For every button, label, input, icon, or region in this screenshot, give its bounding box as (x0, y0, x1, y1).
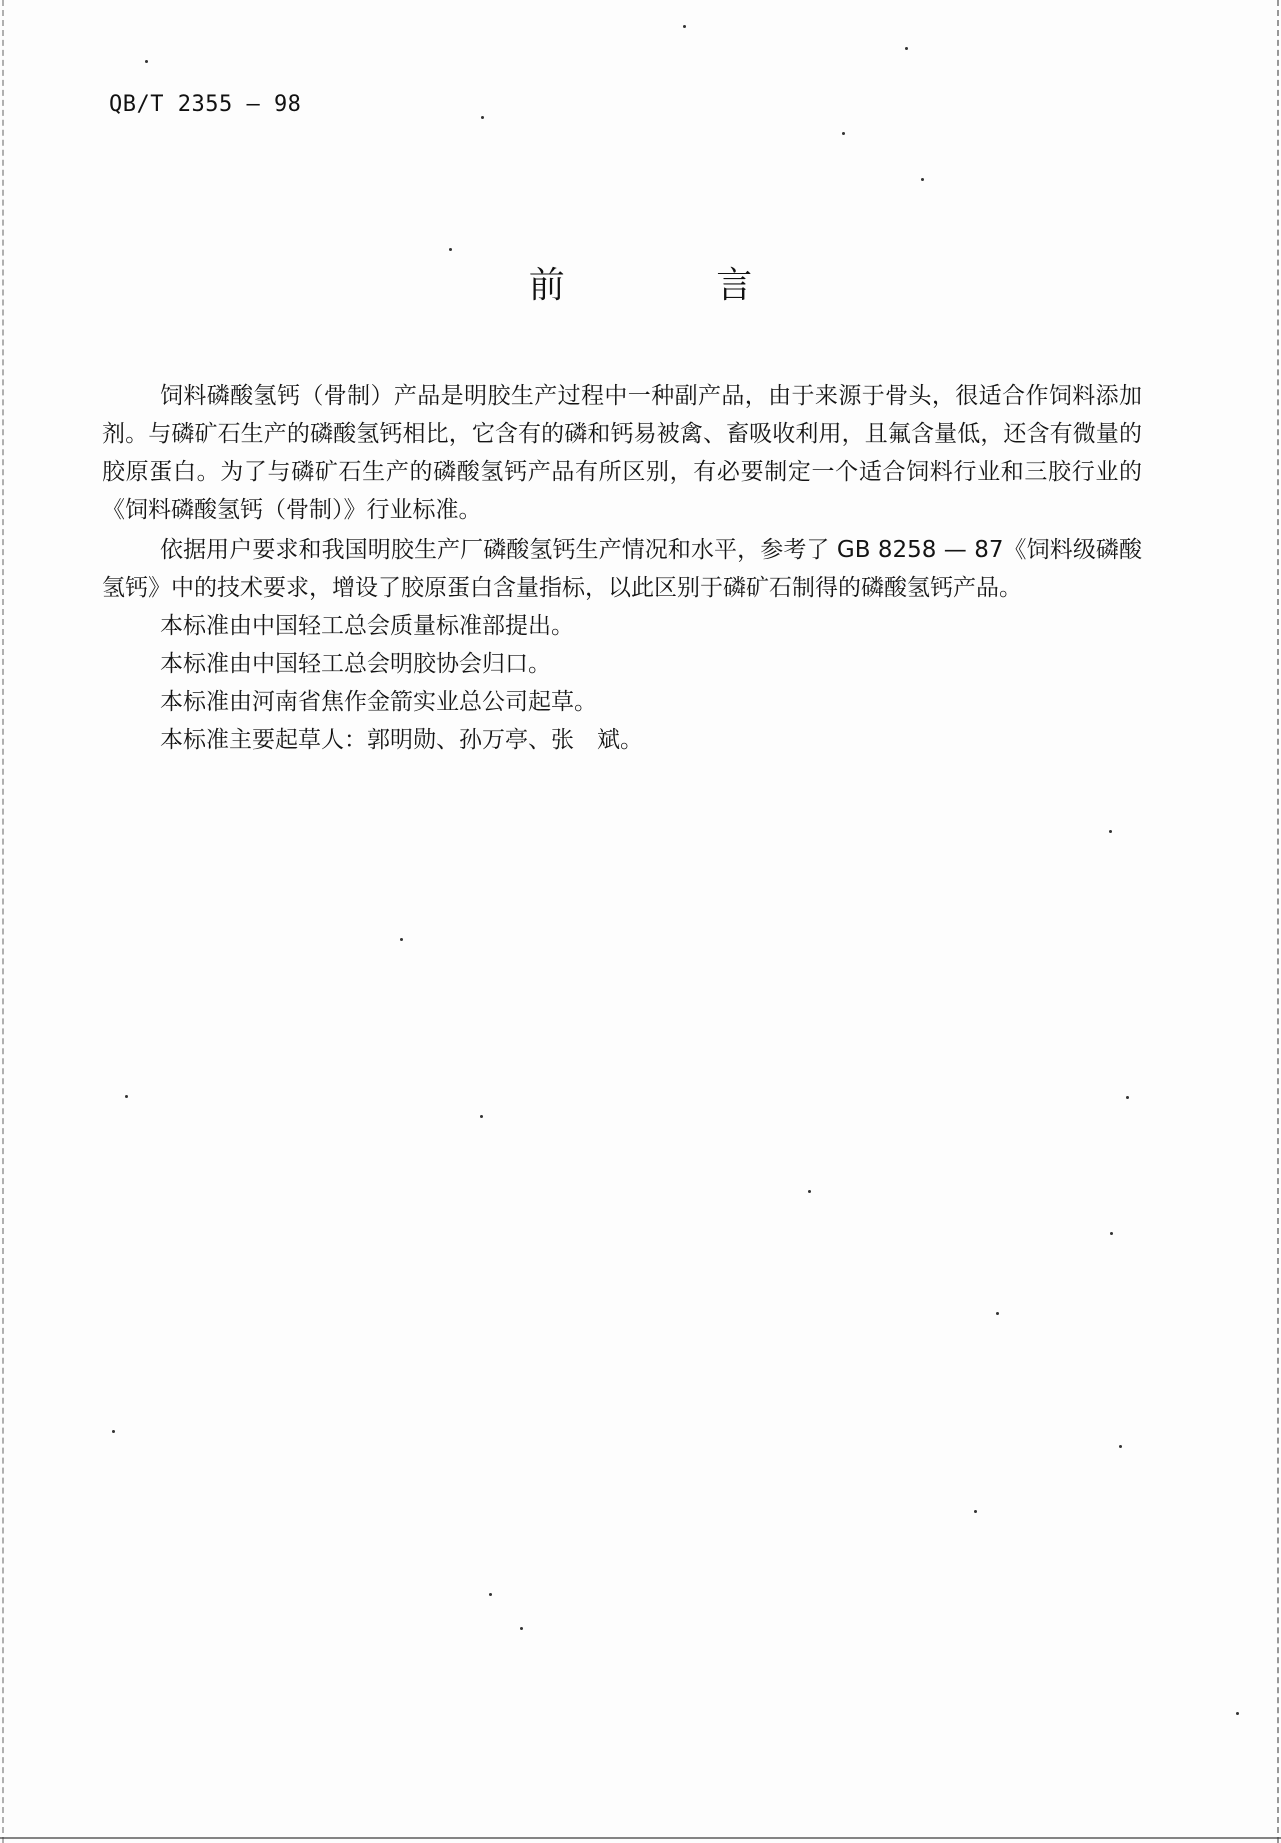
scan-speck (480, 1115, 483, 1118)
scan-speck (808, 1190, 811, 1193)
scan-bottom-edge (0, 1837, 1281, 1839)
scan-speck (683, 25, 686, 28)
scan-speck (1110, 1232, 1113, 1235)
centralized-line: 本标准由中国轻工总会明胶协会归口。 (160, 651, 551, 677)
scan-speck (921, 178, 924, 181)
proposer-line: 本标准由中国轻工总会质量标准部提出。 (160, 613, 574, 639)
scan-speck (974, 1510, 977, 1513)
paragraph-1: 饲料磷酸氢钙（骨制）产品是明胶生产过程中一种副产品，由于来源于骨头，很适合作饲料添加剂。与磷矿石生产的磷酸氢钙相比，它含有的磷和钙易被禽、畜吸收利用，且氟含量低，还含有微量的胶原蛋白。为了与磷矿石生产的磷酸氢钙产品有所区别，有必要制定一个适合饲料行业和三胶行业的《饲料磷酸氢钙（骨制）》行业标准。 (102, 383, 1142, 523)
scan-speck (905, 47, 908, 50)
scan-speck (125, 1095, 128, 1098)
scan-speck (520, 1627, 523, 1630)
standard-code: QB/T 2355 — 98 (109, 92, 302, 117)
scan-speck (1109, 830, 1112, 833)
scan-speck (400, 938, 403, 941)
scan-speck (112, 1430, 115, 1433)
scan-speck (145, 60, 148, 63)
scan-speck (1119, 1445, 1122, 1448)
scan-speck (842, 132, 845, 135)
drafters-line: 本标准主要起草人：郭明勋、孙万亭、张 斌。 (160, 727, 643, 753)
paragraph-2: 依据用户要求和我国明胶生产厂磷酸氢钙生产情况和水平，参考了 GB 8258 — 87《饲料级磷酸氢钙》中的技术要求，增设了胶原蛋白含量指标，以此区别于磷矿石制得的磷酸氢钙产品。 (102, 537, 1142, 601)
scan-speck (1236, 1712, 1239, 1715)
scan-speck (1126, 1096, 1129, 1099)
scan-speck (449, 248, 452, 251)
scan-speck (489, 1593, 492, 1596)
drafter-org-line: 本标准由河南省焦作金箭实业总公司起草。 (160, 689, 597, 715)
page-title: 前 言 (528, 265, 823, 306)
scan-speck (481, 116, 484, 119)
scan-speck (996, 1312, 999, 1315)
foreword-body (102, 377, 1142, 759)
